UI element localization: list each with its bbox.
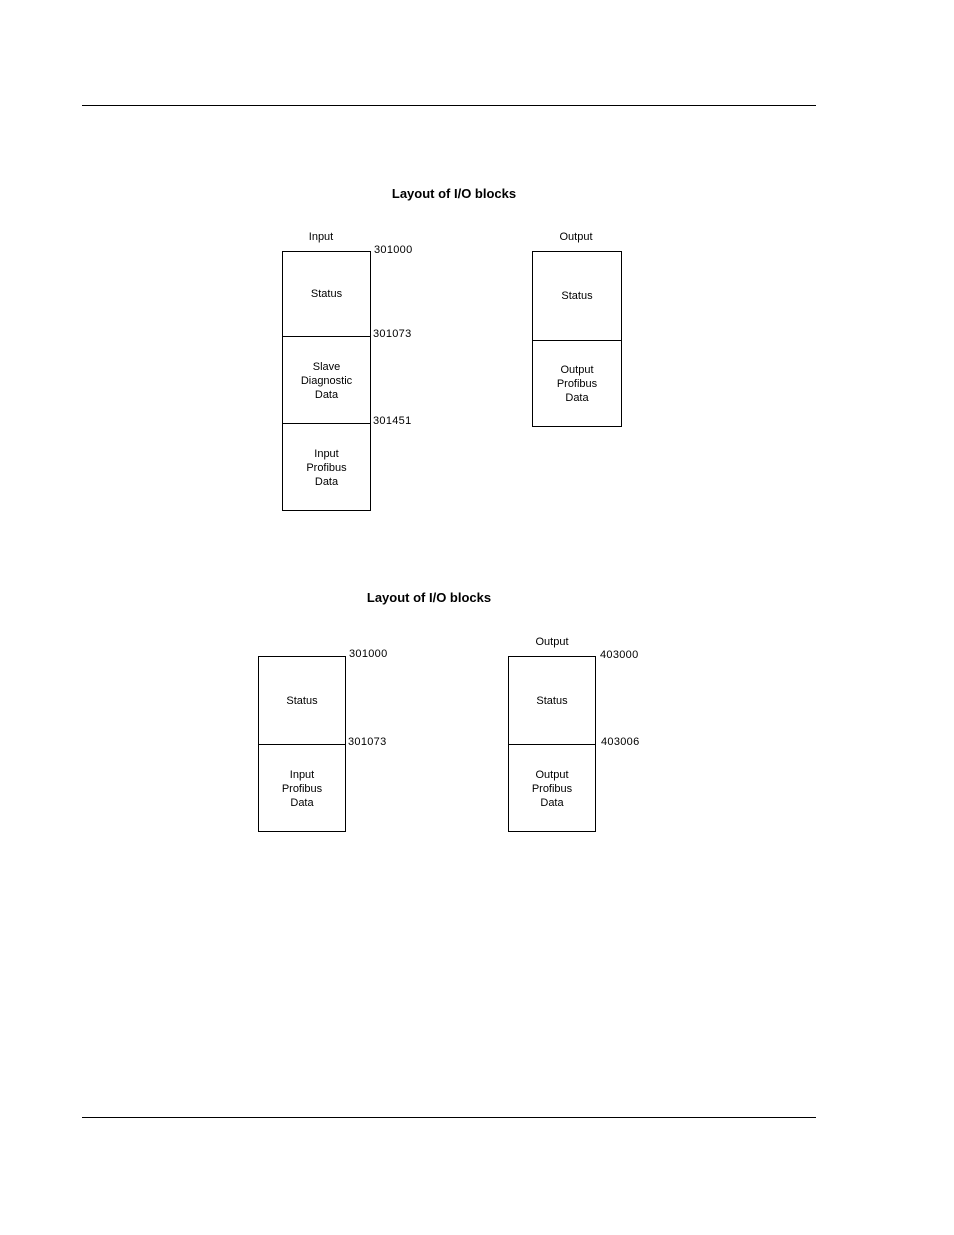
footer-rule bbox=[82, 1117, 816, 1118]
block-line: Input bbox=[289, 768, 315, 781]
figure2-input-status-block bbox=[259, 657, 345, 744]
figure2-output-profibus-block bbox=[509, 744, 595, 832]
figure1-input-label: Input bbox=[308, 231, 334, 243]
figure1-address-301451: 301451 bbox=[373, 415, 412, 427]
figure2-title: Layout of I/O blocks bbox=[366, 590, 492, 605]
figure2-input-column bbox=[258, 656, 346, 832]
block-line: Status bbox=[310, 288, 343, 300]
block-line: Profibus bbox=[531, 782, 573, 795]
block-line: Slave bbox=[312, 360, 341, 373]
block-line: Output bbox=[535, 768, 569, 781]
block-line: Profibus bbox=[556, 378, 598, 390]
block-line: Data bbox=[314, 388, 339, 401]
figure2-input-profibus-block bbox=[259, 744, 345, 832]
figure2-address-403000: 403000 bbox=[600, 649, 639, 661]
block-line: Data bbox=[290, 796, 314, 809]
figure2-output-column bbox=[508, 656, 596, 832]
block-line: Output bbox=[560, 364, 594, 376]
figure1-title: Layout of I/O blocks bbox=[391, 186, 517, 201]
figure1-output-column bbox=[532, 251, 622, 427]
block-line: Data bbox=[565, 392, 589, 404]
header-rule bbox=[82, 105, 816, 106]
figure1-address-301073: 301073 bbox=[373, 328, 412, 340]
block-line: Data bbox=[314, 475, 339, 488]
block-line: Data bbox=[540, 796, 564, 809]
figure2-address-301073: 301073 bbox=[348, 736, 387, 748]
figure1-output-profibus-block bbox=[533, 340, 621, 427]
block-line: Status bbox=[536, 694, 568, 707]
figure1-input-column bbox=[282, 251, 371, 511]
figure1-output-label: Output bbox=[559, 231, 593, 243]
figure2-address-403006: 403006 bbox=[601, 736, 640, 748]
block-line: Profibus bbox=[306, 461, 347, 474]
figure2-output-label: Output bbox=[535, 636, 569, 648]
figure1-input-slave-diagnostic-block bbox=[283, 336, 370, 424]
block-line: Status bbox=[561, 290, 593, 302]
figure2-output-status-block bbox=[509, 657, 595, 744]
figure1-input-profibus-block bbox=[283, 423, 370, 511]
block-line: Input bbox=[314, 447, 339, 460]
figure1-output-status-block bbox=[533, 252, 621, 340]
figure2-address-301000: 301000 bbox=[349, 648, 388, 660]
block-line: Profibus bbox=[281, 782, 323, 795]
figure1-input-status-block bbox=[283, 252, 370, 336]
figure1-address-301000: 301000 bbox=[374, 244, 413, 256]
block-line: Status bbox=[286, 694, 318, 707]
block-line: Diagnostic bbox=[300, 374, 353, 387]
